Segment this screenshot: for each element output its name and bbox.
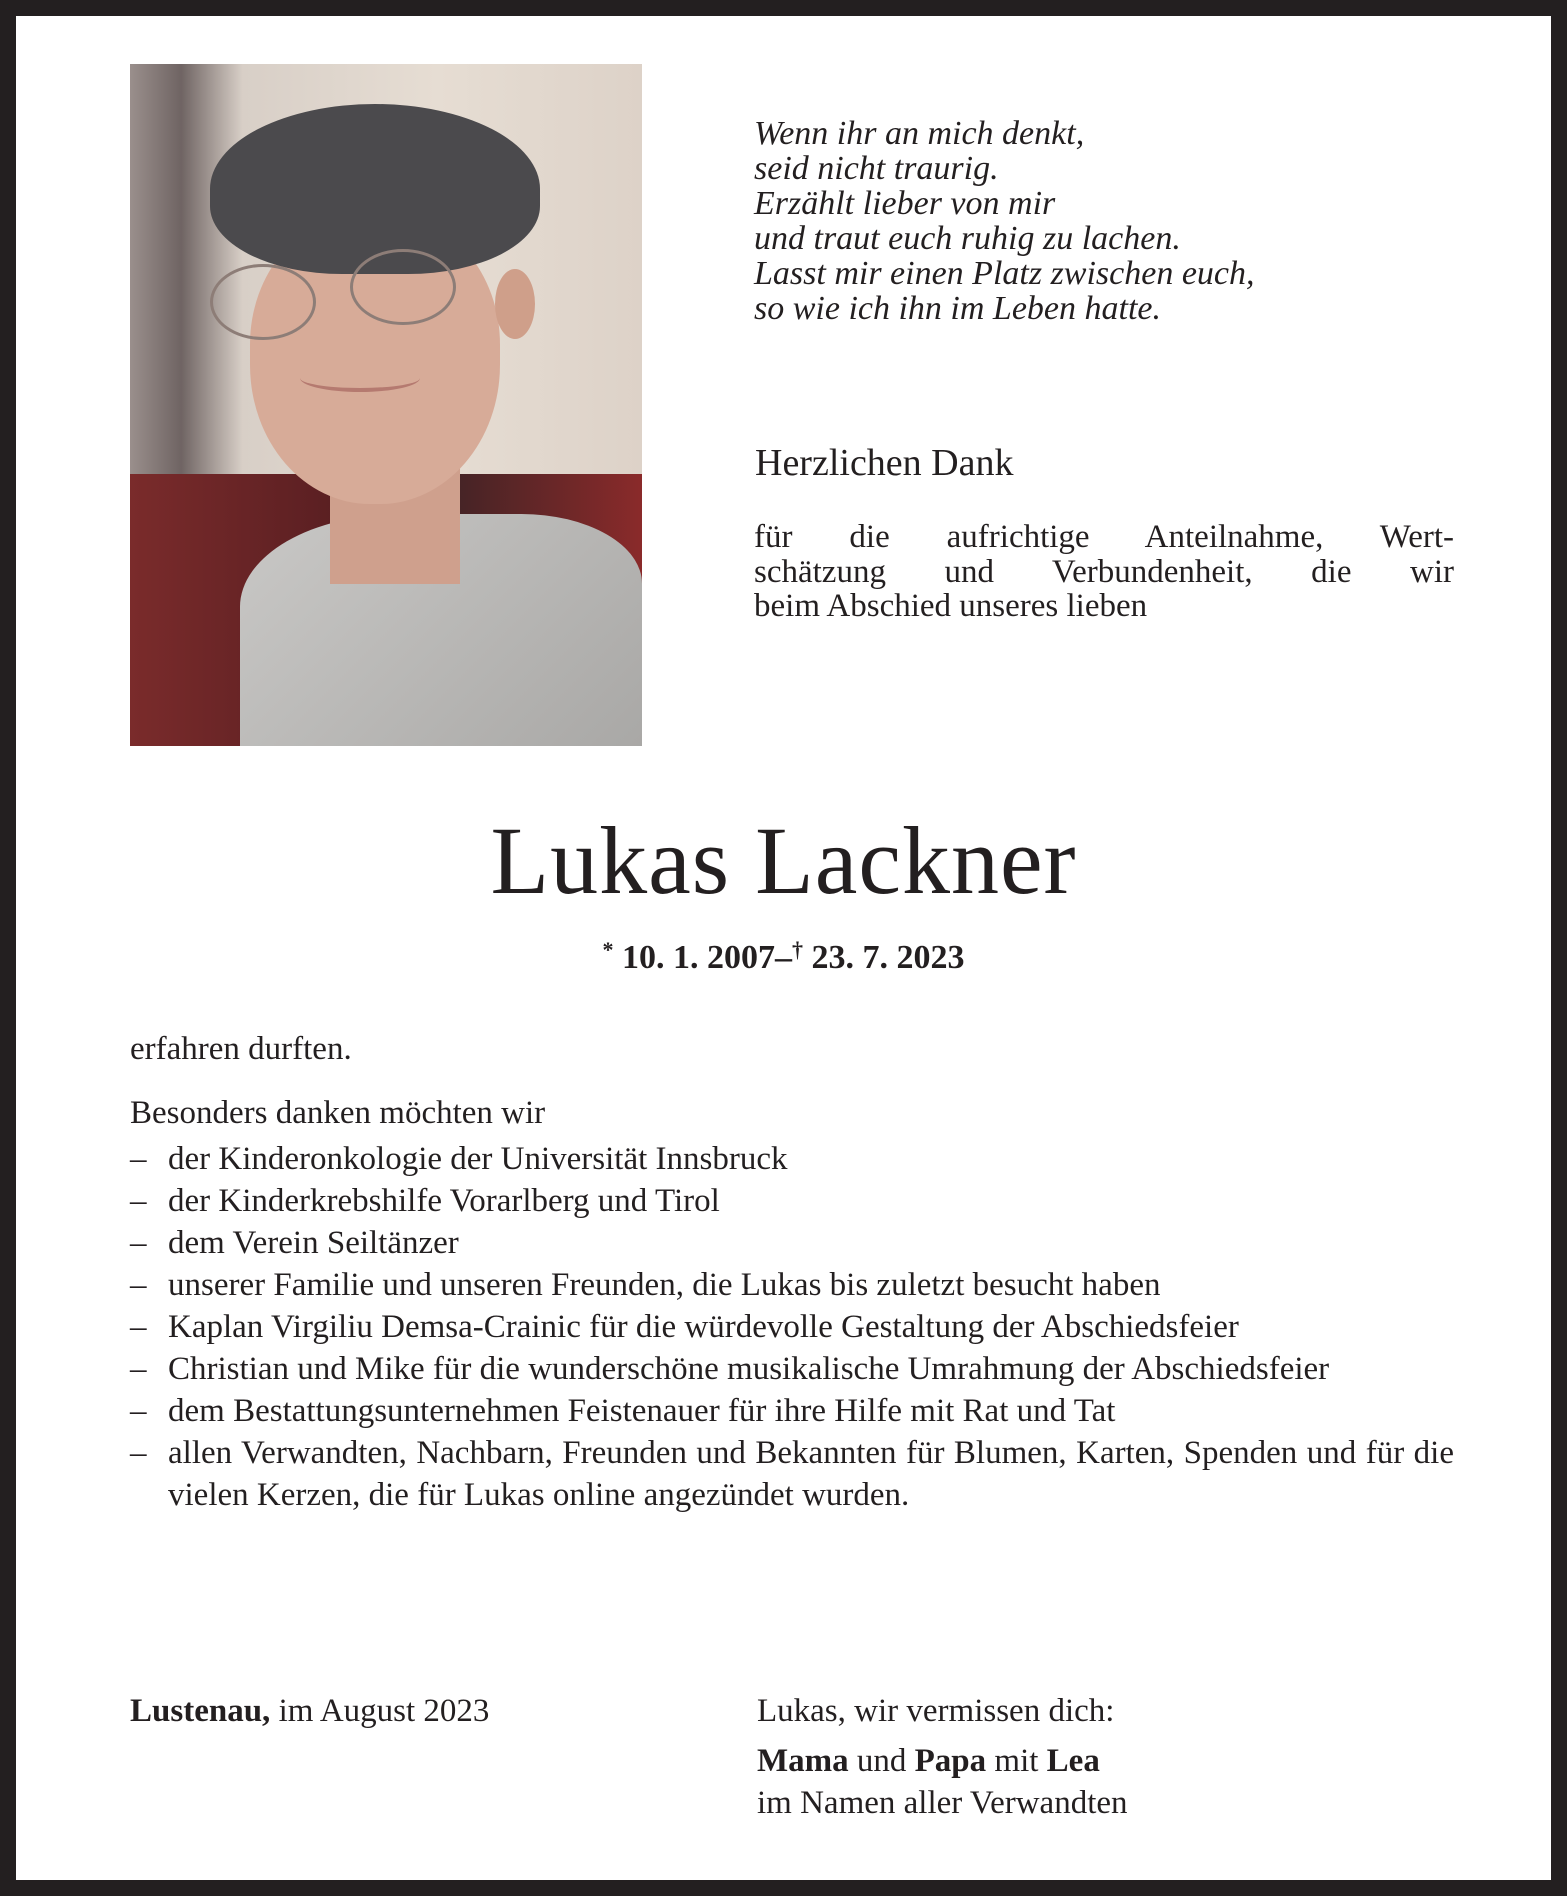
- memorial-poem: [754, 116, 1255, 326]
- poem-line: Wenn ihr an mich denkt,: [754, 115, 1085, 152]
- place-and-date: [130, 1690, 489, 1732]
- dash-icon: –: [130, 1141, 147, 1177]
- thanks-line: beim Abschied unseres lieben: [754, 588, 1148, 624]
- date-separator: –: [775, 939, 792, 976]
- list-item: – dem Verein Seiltänzer: [130, 1222, 1454, 1264]
- birth-date: 10. 1. 2007: [622, 939, 775, 976]
- signer-mama: Mama: [757, 1743, 849, 1779]
- dash-icon: –: [130, 1435, 147, 1471]
- dash-icon: –: [130, 1351, 147, 1387]
- thanks-line: schätzung und Verbundenheit, die wir: [754, 553, 1454, 590]
- thanks-paragraph: [754, 520, 1454, 624]
- dash-icon: –: [130, 1267, 147, 1303]
- signer-papa: Papa: [914, 1743, 987, 1779]
- signature-block: [757, 1690, 1128, 1824]
- closing-line: Lukas, wir vermissen dich:: [757, 1693, 1115, 1729]
- place: Lustenau,: [130, 1693, 271, 1729]
- list-item: – unserer Familie und unseren Freunden, die Lukas bis zuletzt besucht haben: [130, 1264, 1454, 1306]
- list-item: – der Kinderkrebshilfe Vorarlberg und Tirol: [130, 1180, 1454, 1222]
- poem-line: seid nicht traurig.: [754, 150, 999, 187]
- thanks-line: für die aufrichtige Anteilnahme, Wert-: [754, 519, 1454, 555]
- thanks-list: [130, 1138, 1454, 1516]
- list-item: – dem Bestattungsunternehmen Feistenauer für ihre Hilfe mit Rat und Tat: [130, 1390, 1454, 1432]
- date: im August 2023: [278, 1693, 490, 1729]
- death-date: 23. 7. 2023: [811, 939, 965, 976]
- list-item: – allen Verwandten, Nachbarn, Freunden und Bekannten für Blumen, Karten, Spenden und für die vielen Kerzen, die für Lukas online angezündet wurden.: [130, 1432, 1454, 1516]
- photo-smile: [300, 364, 420, 392]
- deceased-name: Lukas Lackner: [490, 807, 1077, 914]
- signers-line: Mama und Papa mit Lea: [757, 1743, 1100, 1779]
- thanks-intro: Besonders danken möchten wir: [130, 1095, 546, 1131]
- photo-ear: [495, 269, 535, 339]
- portrait-photo: [130, 64, 642, 746]
- dash-icon: –: [130, 1225, 147, 1261]
- poem-line: Erzählt lieber von mir: [754, 185, 1056, 222]
- list-item: – Christian und Mike für die wunderschöne musikalische Umrahmung der Abschiedsfeier: [130, 1348, 1454, 1390]
- list-item: – Kaplan Virgiliu Demsa-Crainic für die würdevolle Gestaltung der Abschiedsfeier: [130, 1306, 1454, 1348]
- poem-line: so wie ich ihn im Leben hatte.: [754, 290, 1162, 327]
- birth-star-icon: *: [602, 937, 614, 962]
- obituary-notice: [16, 16, 1551, 1880]
- life-dates: [16, 930, 1551, 978]
- on-behalf-line: im Namen aller Verwandten: [757, 1785, 1128, 1821]
- continuation-text: erfahren durften.: [130, 1031, 352, 1067]
- thanks-heading: Herzlichen Dank: [755, 442, 1014, 484]
- list-item: – der Kinderonkologie der Universität Innsbruck: [130, 1138, 1454, 1180]
- glasses-icon: [210, 264, 316, 340]
- dash-icon: –: [130, 1393, 147, 1429]
- photo-hair: [210, 104, 540, 274]
- poem-line: Lasst mir einen Platz zwischen euch,: [754, 255, 1255, 292]
- poem-line: und traut euch ruhig zu lachen.: [754, 220, 1181, 257]
- death-cross-icon: †: [792, 937, 803, 962]
- glasses-icon: [350, 249, 456, 325]
- dash-icon: –: [130, 1309, 147, 1345]
- signer-lea: Lea: [1046, 1743, 1100, 1779]
- dash-icon: –: [130, 1183, 147, 1219]
